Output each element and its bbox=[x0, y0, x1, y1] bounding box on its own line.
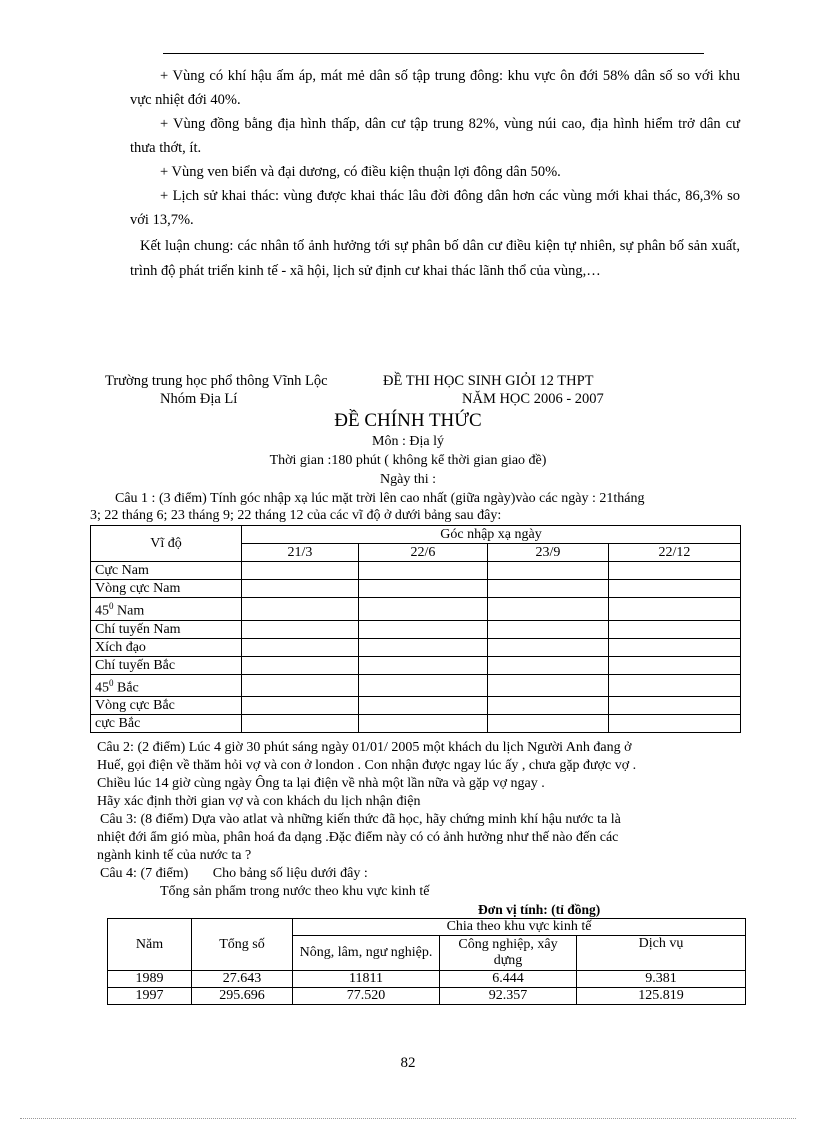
q1-line2: 3; 22 tháng 6; 23 tháng 9; 22 tháng 12 của các vĩ độ ở dưới bảng sau đây: bbox=[90, 508, 502, 523]
header-sector-group: Chia theo khu vực kinh tế bbox=[293, 919, 746, 936]
intro-p3: + Vùng ven biển và đại dương, có điều kiện thuận lợi đông dân 50%. bbox=[160, 164, 561, 180]
q3-line1: Câu 3: (8 điểm) Dựa vào atlat và những kiến thức đã học, hãy chứng minh khí hậu nước ta là bbox=[100, 812, 621, 827]
header-agri: Nông, lâm, ngư nghiệp. bbox=[293, 936, 440, 971]
header-total: Tổng số bbox=[192, 919, 293, 971]
unit-label: Đơn vị tính: (tỉ đồng) bbox=[478, 902, 601, 917]
cell-industry: 92.357 bbox=[440, 988, 577, 1005]
conclusion: Kết luận chung: các nhân tố ảnh hưởng tới sự phân bố dân cư điều kiện tự nhiên, sự phân bố sản xuất, trình độ phát triển kinh tế - xã hội, lịch sử định cư khai thác lãnh thổ của vùng,… bbox=[130, 238, 740, 279]
bottom-rule bbox=[20, 1118, 796, 1119]
cell-total: 27.643 bbox=[192, 971, 293, 988]
cell-agri: 11811 bbox=[293, 971, 440, 988]
date-col: 22/12 bbox=[609, 544, 741, 562]
latitude-label: Chí tuyến Bắc bbox=[91, 656, 242, 674]
q3-line3: ngành kinh tế của nước ta ? bbox=[97, 848, 252, 863]
date-col: 21/3 bbox=[242, 544, 359, 562]
school-year: NĂM HỌC 2006 - 2007 bbox=[462, 391, 604, 407]
top-rule bbox=[163, 53, 704, 54]
latitude-label: cực Bắc bbox=[91, 715, 242, 733]
group-name: Nhóm Địa Lí bbox=[160, 391, 238, 407]
q1-line1: Câu 1 : (3 điểm) Tính góc nhập xạ lúc mặt trời lên cao nhất (giữa ngày)vào các ngày : 21tháng bbox=[115, 491, 645, 506]
official-title: ĐỀ CHÍNH THỨC bbox=[334, 410, 482, 431]
latitude-label: $45^0$ Nam bbox=[91, 598, 242, 621]
q2-line3: Chiều lúc 14 giờ cùng ngày Ông ta lại điện về nhà một lần nữa và gặp vợ ngay . bbox=[97, 776, 545, 791]
latitude-label: Cực Nam bbox=[91, 562, 242, 580]
table-row bbox=[91, 620, 741, 638]
header-industry: Công nghiệp, xây dựng bbox=[440, 936, 577, 971]
q2-line4: Hãy xác định thời gian vợ và con khách du lịch nhận điện bbox=[97, 794, 421, 809]
header-angle-group: Góc nhập xạ ngày bbox=[242, 526, 741, 544]
school-name: Trường trung học phổ thông Vĩnh Lộc bbox=[105, 373, 328, 389]
cell-total: 295.696 bbox=[192, 988, 293, 1005]
duration: Thời gian :180 phút ( không kể thời gian giao đề) bbox=[269, 453, 547, 468]
latitude-label: Chí tuyến Nam bbox=[91, 620, 242, 638]
intro-p1: + Vùng có khí hậu ấm áp, mát mẻ dân số tập trung đông: khu vực ôn đới 58% dân số so với khu vực nhiệt đới 40%. bbox=[130, 68, 740, 108]
cell-services: 125.819 bbox=[577, 988, 746, 1005]
latitude-label: Vòng cực Bắc bbox=[91, 697, 242, 715]
q2-line2: Huế, gọi điện về thăm hỏi vợ và con ở london . Con nhận được ngay lúc ấy , chưa gặp được vợ . bbox=[97, 758, 637, 773]
q4-line1: Câu 4: (7 điểm) Cho bảng số liệu dưới đây : bbox=[100, 866, 368, 881]
table-row bbox=[91, 562, 741, 580]
cell-services: 9.381 bbox=[577, 971, 746, 988]
intro-p2: + Vùng đồng bằng địa hình thấp, dân cư tập trung 82%, vùng núi cao, địa hình hiểm trở dân cư thưa thớt, ít. bbox=[130, 116, 740, 156]
exam-title: ĐỀ THI HỌC SINH GIỎI 12 THPT bbox=[383, 373, 594, 389]
cell-year: 1989 bbox=[108, 971, 192, 988]
q3-line2: nhiệt đới ẩm gió mùa, phân hoá đa dạng .Đặc điểm này có có ảnh hưởng như thế nào đến các bbox=[97, 830, 619, 845]
intro-p4: + Lịch sử khai thác: vùng được khai thác lâu đời đông dân hơn các vùng mới khai thác, 86,3% so với 13,7%. bbox=[130, 188, 740, 228]
table-row bbox=[91, 638, 741, 656]
table-row bbox=[91, 674, 741, 697]
date-col: 22/6 bbox=[359, 544, 488, 562]
latitude-label: Vòng cực Nam bbox=[91, 580, 242, 598]
latitude-label: $45^0$ Bắc bbox=[91, 674, 242, 697]
date-col: 23/9 bbox=[488, 544, 609, 562]
table-row bbox=[108, 971, 746, 988]
table-row bbox=[108, 988, 746, 1005]
sun-angle-table bbox=[90, 525, 741, 733]
page-number: 82 bbox=[400, 1055, 416, 1071]
cell-agri: 77.520 bbox=[293, 988, 440, 1005]
cell-industry: 6.444 bbox=[440, 971, 577, 988]
table-row bbox=[91, 715, 741, 733]
subject: Môn : Địa lý bbox=[372, 434, 444, 449]
q4-title: Tổng sản phẩm trong nước theo khu vực kinh tế bbox=[160, 884, 430, 899]
table-row bbox=[91, 697, 741, 715]
table-row bbox=[91, 598, 741, 621]
latitude-label: Xích đạo bbox=[91, 638, 242, 656]
table-row bbox=[91, 580, 741, 598]
header-latitude: Vĩ độ bbox=[91, 526, 242, 562]
q2-line1: Câu 2: (2 điểm) Lúc 4 giờ 30 phút sáng ngày 01/01/ 2005 một khách du lịch Người Anh đang ở bbox=[97, 740, 632, 755]
header-services: Dịch vụ bbox=[577, 936, 746, 971]
header-year: Năm bbox=[108, 919, 192, 971]
cell-year: 1997 bbox=[108, 988, 192, 1005]
exam-date: Ngày thi : bbox=[380, 472, 436, 487]
gdp-table bbox=[107, 918, 746, 1005]
table-row bbox=[91, 656, 741, 674]
